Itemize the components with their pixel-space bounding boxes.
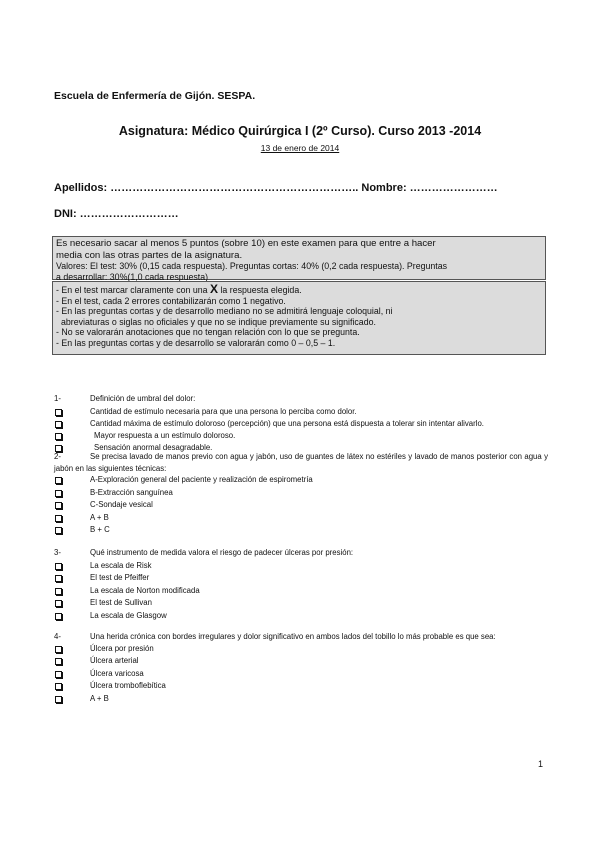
checkbox-icon[interactable] — [55, 600, 62, 607]
checkbox-icon[interactable] — [55, 588, 62, 595]
answer-option[interactable]: A-Exploración general del paciente y realización de espirometría — [54, 474, 548, 487]
checkbox-icon[interactable] — [55, 490, 62, 497]
checkbox-icon[interactable] — [55, 421, 62, 428]
checkbox-icon[interactable] — [55, 409, 62, 416]
page-number: 1 — [538, 759, 544, 769]
question-text: Una herida crónica con bordes irregulares y dolor significativo en ambos lados del tobillo lo más probable es que sea: — [90, 632, 496, 641]
question-text: Se precisa lavado de manos previo con agua y jabón, uso de guantes de látex no estériles y lavado de manos posterior con agua y jabón en las siguientes técnicas: — [54, 452, 548, 473]
answer-option[interactable]: B-Extracción sanguínea — [54, 487, 548, 500]
school-name: Escuela de Enfermería de Gijón. SESPA. — [54, 90, 256, 102]
subject-title: Asignatura: Médico Quirúrgica I (2º Curso). Curso 2013 -2014 — [118, 124, 482, 138]
answer-option[interactable]: Sensación anormal desagradable. — [54, 442, 548, 455]
question-number: 1- — [54, 394, 61, 403]
checkbox-icon[interactable] — [55, 527, 62, 534]
checkbox-icon[interactable] — [55, 563, 62, 570]
answer-option[interactable]: Úlcera varicosa — [54, 668, 548, 681]
question-number: 4- — [54, 632, 61, 641]
checkbox-icon[interactable] — [55, 433, 62, 440]
answer-option[interactable]: A + B — [54, 512, 548, 525]
x-mark: X — [210, 282, 219, 296]
question-text: Qué instrumento de medida valora el riesgo de padecer úlceras por presión: — [90, 548, 354, 557]
checkbox-icon[interactable] — [55, 613, 62, 620]
checkbox-icon[interactable] — [55, 515, 62, 522]
answer-option[interactable]: Mayor respuesta a un estímulo doloroso. — [54, 430, 548, 443]
answer-option[interactable]: Úlcera tromboflebítica — [54, 680, 548, 693]
checkbox-icon[interactable] — [55, 696, 62, 703]
rule-item: - No se valorarán anotaciones que no tengan relación con lo que se pregunta. — [56, 327, 360, 337]
question-3 — [54, 547, 548, 622]
question-header — [54, 631, 548, 643]
question-text: Definición de umbral del dolor: — [90, 394, 196, 403]
rules-box — [52, 281, 546, 355]
answer-option[interactable]: El test de Pfeiffer — [54, 572, 548, 585]
answer-option[interactable]: Cantidad máxima de estímulo doloroso (percepción) que una persona está dispuesta a tolerar sin intentar alivarlo. — [54, 418, 548, 430]
question-header — [54, 393, 548, 406]
checkbox-icon[interactable] — [55, 575, 62, 582]
info-line: a desarrollar: 30%(1,0 cada respuesta) — [56, 271, 209, 282]
answer-option[interactable]: La escala de Norton modificada — [54, 585, 548, 598]
info-line: Es necesario sacar al menos 5 puntos (sobre 10) en este examen para que entre a hacer — [56, 238, 436, 249]
checkbox-icon[interactable] — [55, 646, 62, 653]
answer-option[interactable]: La escala de Glasgow — [54, 610, 548, 623]
rule-item: - En las preguntas cortas y de desarrollo mediano no se admitirá lenguaje coloquial, ni — [56, 306, 393, 316]
checkbox-icon[interactable] — [55, 658, 62, 665]
dni-field[interactable]: DNI: ……………………… — [54, 208, 179, 220]
rule-item: - En las preguntas cortas y de desarrollo se valorarán como 0 – 0,5 – 1. — [56, 337, 336, 348]
question-number: 3- — [54, 548, 61, 557]
info-line: media con las otras partes de la asignatura. — [56, 249, 243, 261]
question-4 — [54, 631, 548, 705]
question-1 — [54, 393, 548, 455]
checkbox-icon[interactable] — [55, 502, 62, 509]
answer-option[interactable]: C-Sondaje vesical — [54, 499, 548, 512]
question-header — [54, 451, 548, 474]
info-line: Valores: El test: 30% (0,15 cada respuesta). Preguntas cortas: 40% (0,2 cada respuesta). Preguntas — [56, 261, 448, 271]
checkbox-icon[interactable] — [55, 671, 62, 678]
question-header — [54, 547, 548, 560]
answer-option[interactable]: El test de Sullivan — [54, 597, 548, 610]
answer-option[interactable]: B + C — [54, 524, 548, 537]
answer-option[interactable]: Úlcera arterial — [54, 655, 548, 668]
answer-option[interactable]: Úlcera por presión — [54, 643, 548, 656]
checkbox-icon[interactable] — [55, 683, 62, 690]
rule-item: - En el test marcar claramente con una X la respuesta elegida. — [56, 282, 302, 296]
name-field[interactable]: Apellidos: ………………………………………………………….. Nombre: …………………… — [54, 182, 498, 194]
question-number: 2- — [54, 452, 61, 461]
rule-item: abreviaturas o siglas no oficiales y que no se indique previamente su significado. — [61, 316, 376, 327]
answer-option[interactable]: A + B — [54, 693, 548, 706]
answer-option[interactable]: La escala de Risk — [54, 560, 548, 573]
rule-item: - En el test, cada 2 errores contabilizarán como 1 negativo. — [56, 295, 286, 306]
grading-info-box — [52, 236, 546, 280]
checkbox-icon[interactable] — [55, 477, 62, 484]
answer-option[interactable]: Cantidad de estímulo necesaria para que una persona lo perciba como dolor. — [54, 406, 548, 419]
exam-date: 13 de enero de 2014 — [260, 143, 340, 153]
question-2 — [54, 451, 548, 537]
